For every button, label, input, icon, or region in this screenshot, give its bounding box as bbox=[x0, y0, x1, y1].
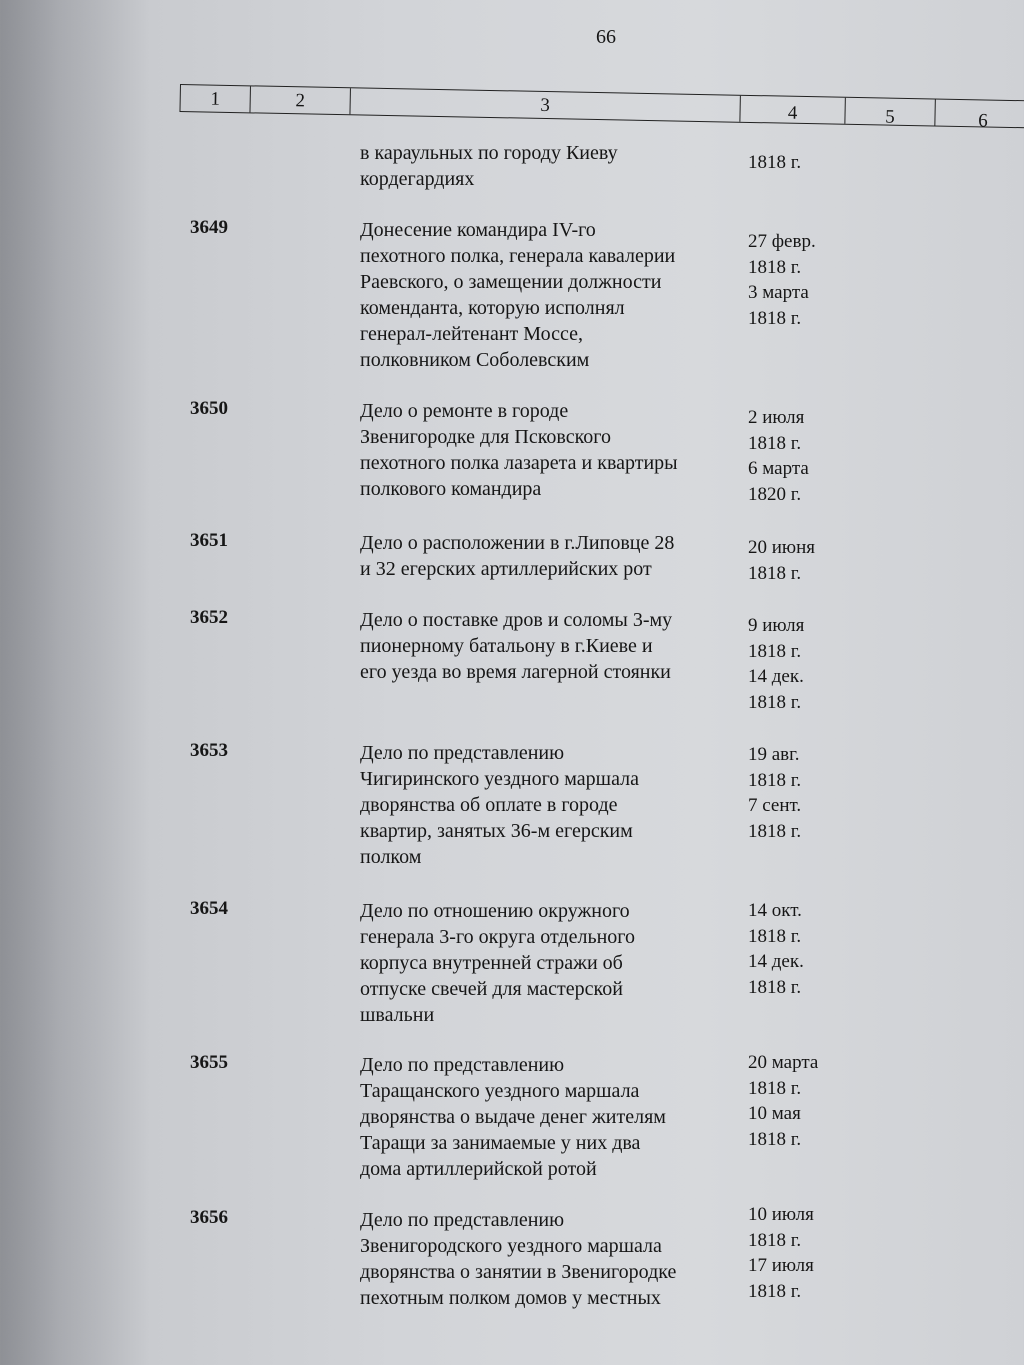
description-line: полковником Соболевским bbox=[360, 349, 590, 371]
date-line: 27 февр. bbox=[748, 231, 816, 252]
entry-number: 3650 bbox=[190, 398, 228, 419]
description-line: Звенигородке для Псковского bbox=[360, 426, 612, 448]
description-line: полком bbox=[360, 846, 422, 868]
date-line: 1818 г. bbox=[748, 432, 802, 454]
description-line: дворянства о выдаче денег жителям bbox=[360, 1106, 666, 1128]
entry-description bbox=[360, 217, 740, 373]
date-line: 1818 г. bbox=[748, 1280, 802, 1302]
description-line: и 32 егерских артиллерийских рот bbox=[360, 558, 652, 580]
description-line: Дело о расположении в г.Липовце 28 bbox=[360, 532, 675, 554]
date-line: 7 сент. bbox=[748, 795, 802, 816]
description-line: Раевского, о замещении должности bbox=[360, 271, 662, 293]
header-col-5: 5 bbox=[845, 98, 935, 126]
date-line: 1818 г. bbox=[748, 152, 802, 173]
description-line: дома артиллерийской ротой bbox=[360, 1158, 597, 1180]
entry-number: 3649 bbox=[190, 217, 228, 238]
header-col-3: 3 bbox=[350, 88, 740, 121]
entry-dates bbox=[748, 405, 809, 507]
entry-description bbox=[360, 398, 740, 502]
date-line: 1818 г. bbox=[748, 1077, 802, 1099]
description-line: в караульных по городу Киеву bbox=[360, 142, 618, 164]
description-line: генерала 3-го округа отдельного bbox=[360, 926, 635, 948]
description-line: Дело по представлению bbox=[360, 1054, 565, 1076]
date-line: 14 дек. bbox=[748, 666, 804, 687]
description-line: генерал-лейтенант Моссе, bbox=[360, 323, 583, 345]
entry-dates bbox=[748, 898, 804, 1000]
date-line: 3 марта bbox=[748, 282, 809, 303]
entry-dates bbox=[748, 150, 801, 176]
description-line: Дело по отношению окружного bbox=[360, 900, 630, 922]
description-line: корпуса внутренней стражи об bbox=[360, 952, 623, 974]
description-line: дворянства об оплате в городе bbox=[360, 794, 618, 816]
entry-number: 3651 bbox=[190, 530, 228, 551]
entry-dates bbox=[748, 613, 804, 715]
entry-number: 3655 bbox=[190, 1052, 228, 1073]
date-line: 1818 г. bbox=[748, 1128, 802, 1150]
page-number: 66 bbox=[596, 26, 616, 48]
entry-number: 3654 bbox=[190, 898, 228, 919]
description-line: пехотного полка лазарета и квартиры bbox=[360, 452, 678, 474]
description-line: Звенигородского уездного маршала bbox=[360, 1235, 662, 1257]
entry-dates bbox=[748, 1202, 814, 1304]
entry-description bbox=[360, 607, 740, 685]
description-line: полкового командира bbox=[360, 478, 542, 500]
entry-dates bbox=[748, 1050, 818, 1152]
date-line: 1818 г. bbox=[748, 925, 802, 947]
description-line: Таращанского уездного маршала bbox=[360, 1080, 640, 1102]
description-line: пехотного полка, генерала кавалерии bbox=[360, 245, 676, 267]
description-line: коменданта, которую исполнял bbox=[360, 297, 625, 319]
entry-description bbox=[360, 530, 740, 582]
entry-number: 3652 bbox=[190, 607, 228, 628]
facing-page-edge bbox=[0, 0, 80, 1365]
date-line: 10 июля bbox=[748, 1204, 814, 1225]
entry-description bbox=[360, 140, 740, 192]
date-line: 10 мая bbox=[748, 1103, 801, 1124]
description-line: квартир, занятых 36-м егерским bbox=[360, 820, 633, 842]
entry-number: 3653 bbox=[190, 740, 228, 761]
header-col-2: 2 bbox=[250, 86, 350, 114]
description-line: отпуске свечей для мастерской bbox=[360, 978, 623, 1000]
date-line: 14 дек. bbox=[748, 951, 804, 972]
date-line: 20 марта bbox=[748, 1052, 819, 1073]
entry-dates bbox=[748, 229, 816, 331]
entry-description bbox=[360, 898, 740, 1028]
description-line: кордегардиях bbox=[360, 168, 475, 190]
entry-dates bbox=[748, 742, 801, 844]
date-line: 9 июля bbox=[748, 615, 805, 636]
entry-number: 3656 bbox=[190, 1207, 228, 1228]
description-line: Чигиринского уездного маршала bbox=[360, 768, 639, 790]
table-header bbox=[179, 84, 1024, 132]
header-col-6: 6 bbox=[977, 110, 988, 132]
description-line: Дело по представлению bbox=[360, 742, 565, 764]
description-line: его уезда во время лагерной стоянки bbox=[360, 661, 671, 683]
description-line: пионерному батальону в г.Киеве и bbox=[360, 635, 653, 657]
date-line: 1820 г. bbox=[748, 483, 802, 505]
date-line: 1818 г. bbox=[748, 820, 802, 842]
description-line: дворянства о занятии в Звенигородке bbox=[360, 1261, 677, 1283]
date-line: 1818 г. bbox=[748, 256, 802, 278]
date-line: 1818 г. bbox=[748, 976, 802, 998]
header-col-4: 4 bbox=[740, 96, 845, 124]
date-line: 17 июля bbox=[748, 1255, 814, 1276]
description-line: пехотным полком домов у местных bbox=[360, 1287, 661, 1309]
description-line: Дело по представлению bbox=[360, 1209, 565, 1231]
entry-description bbox=[360, 1052, 740, 1182]
description-line: Таращи за занимаемые у них два bbox=[360, 1132, 641, 1154]
date-line: 1818 г. bbox=[748, 769, 802, 791]
description-line: швальни bbox=[360, 1004, 435, 1026]
description-line: Дело о поставке дров и соломы 3-му bbox=[360, 609, 673, 631]
date-line: 1818 г. bbox=[748, 562, 802, 584]
date-line: 19 авг. bbox=[748, 744, 800, 765]
date-line: 6 марта bbox=[748, 458, 809, 479]
entry-description bbox=[360, 1207, 740, 1311]
description-line: Дело о ремонте в городе bbox=[360, 400, 569, 422]
date-line: 1818 г. bbox=[748, 1229, 802, 1251]
entry-description bbox=[360, 740, 740, 870]
description-line: Донесение командира IV-го bbox=[360, 219, 596, 241]
date-line: 1818 г. bbox=[748, 640, 802, 662]
date-line: 2 июля bbox=[748, 407, 805, 428]
date-line: 20 июня bbox=[748, 537, 816, 558]
entry-dates bbox=[748, 535, 815, 586]
header-col-1: 1 bbox=[180, 85, 250, 112]
date-line: 14 окт. bbox=[748, 900, 802, 921]
date-line: 1818 г. bbox=[748, 307, 802, 329]
date-line: 1818 г. bbox=[748, 691, 802, 713]
